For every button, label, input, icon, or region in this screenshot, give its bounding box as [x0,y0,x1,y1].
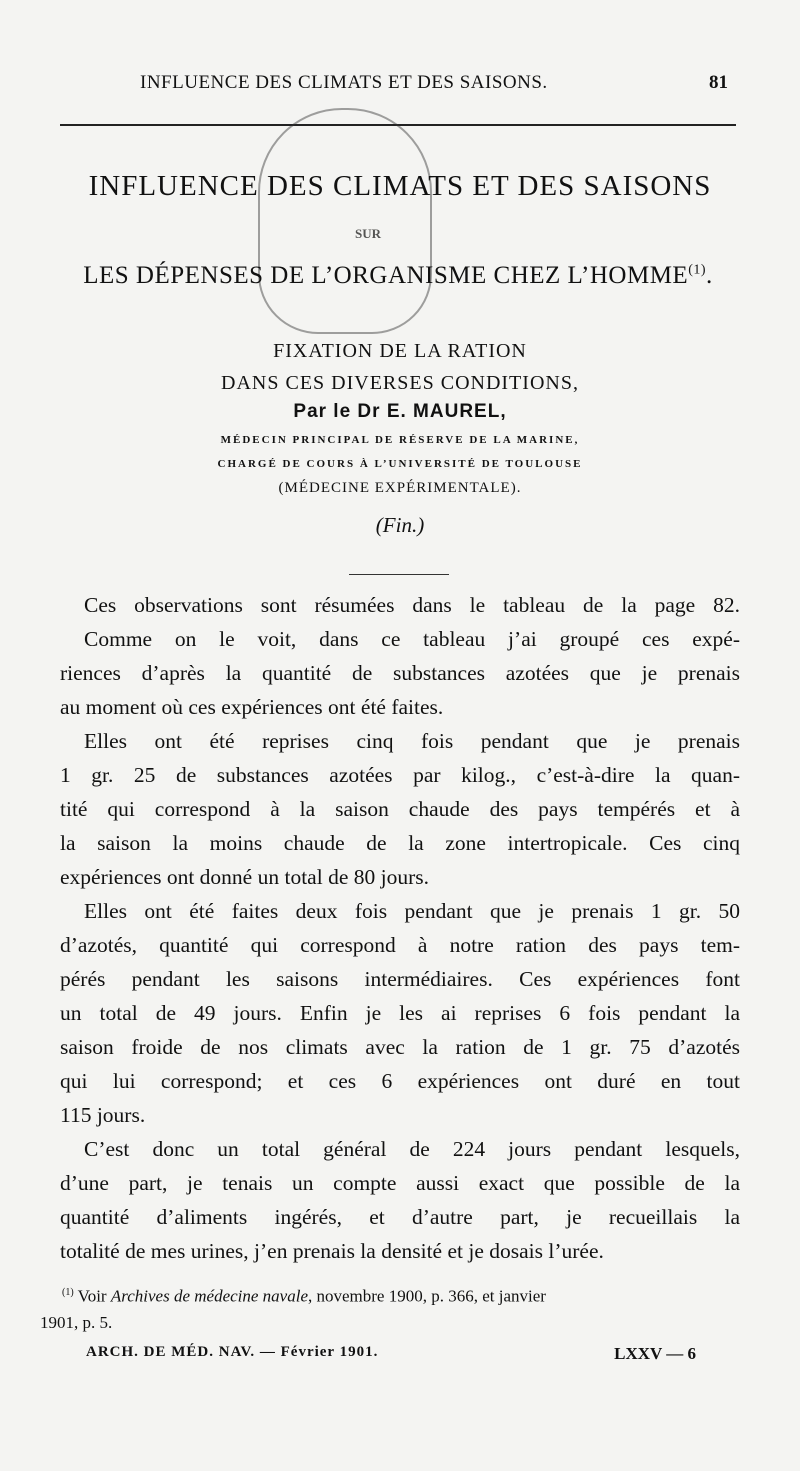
footnote-line2: 1901, p. 5. [40,1313,113,1332]
footnote-line1 [40,1278,740,1308]
footer-journal-ref: ARCH. DE MÉD. NAV. — Février 1901. [86,1344,379,1360]
footnote-post: , novembre 1900, p. 366, et janvier [308,1286,546,1306]
body-line: riences d’après la quantité de substances azotées que je prenais [60,661,740,685]
body-line: totalité de mes urines, j’en prenais la densité et je dosais l’urée. [60,1239,604,1263]
body-line: Ces observations sont résumées dans le tableau de la page 82. [84,593,740,617]
body-line: pérés pendant les saisons intermédiaires. Ces expériences font [60,967,740,991]
page-number: 81 [709,72,728,93]
fin-label: (Fin.) [375,513,425,537]
body-line: Elles ont été faites deux fois pendant que je prenais 1 gr. 50 [84,899,740,923]
body-line: d’une part, je tenais un compte aussi exact que possible de la [60,1171,740,1195]
footnote-pre: Voir [77,1286,107,1306]
subtitle-line2: DANS CES DIVERSES CONDITIONS, [221,372,579,394]
author-credential-2: CHARGÉ DE COURS À L’UNIVERSITÉ DE TOULOUSE [217,458,583,470]
footnote-mark: (1) [62,1287,74,1298]
article-title-line2-text: LES DÉPENSES DE L’ORGANISME CHEZ L’HOMME [83,262,689,289]
body-line: la saison la moins chaude de la zone intertropicale. Ces cinq [60,831,740,855]
title-period: . [706,262,713,289]
body-line: saison froide de nos climats avec la ration de 1 gr. 75 d’azotés [60,1035,740,1059]
library-stamp [258,108,432,334]
subtitle-line1: FIXATION DE LA RATION [273,340,527,362]
page-footer [86,1344,696,1374]
body-line: qui lui correspond; et ces 6 expériences ont duré en tout [60,1069,740,1093]
stamp-text: SUR [355,226,382,241]
author-line: Par le Dr E. MAUREL, [293,401,507,422]
footnote [40,1278,740,1338]
body-line: 115 jours. [60,1103,146,1127]
author-credential-3: (MÉDECINE EXPÉRIMENTALE). [278,480,522,496]
article-title-line1: INFLUENCE DES CLIMATS ET DES SAISONS [88,170,712,202]
body-line: d’azotés, quantité qui correspond à notre ration des pays tem- [60,933,740,957]
body-line: tité qui correspond à la saison chaude des pays tempérés et à [60,797,740,821]
body-line: expériences ont donné un total de 80 jours. [60,865,429,889]
body-line: C’est donc un total général de 224 jours pendant lesquels, [84,1137,740,1161]
section-divider [349,574,449,575]
body-line: au moment où ces expériences ont été faites. [60,695,444,719]
running-head [60,72,740,102]
article-title-line2 [38,262,758,290]
body-text [60,588,740,1268]
body-line: quantité d’aliments ingérés, et d’autre part, je recueillais la [60,1205,740,1229]
author-credential-1: MÉDECIN PRINCIPAL DE RÉSERVE DE LA MARINE, [220,434,580,446]
body-line: un total de 49 jours. Enfin je les ai reprises 6 fois pendant la [60,1001,740,1025]
footer-signature: LXXV — 6 [614,1344,696,1363]
running-title: INFLUENCE DES CLIMATS ET DES SAISONS. [140,72,548,93]
body-line: 1 gr. 25 de substances azotées par kilog., c’est-à-dire la quan- [60,763,740,787]
footnote-journal: Archives de médecine navale [110,1286,308,1306]
body-line: Comme on le voit, dans ce tableau j’ai groupé ces expé- [84,627,740,651]
title-footnote-ref: (1) [688,262,707,278]
body-line: Elles ont été reprises cinq fois pendant que je prenais [84,729,740,753]
